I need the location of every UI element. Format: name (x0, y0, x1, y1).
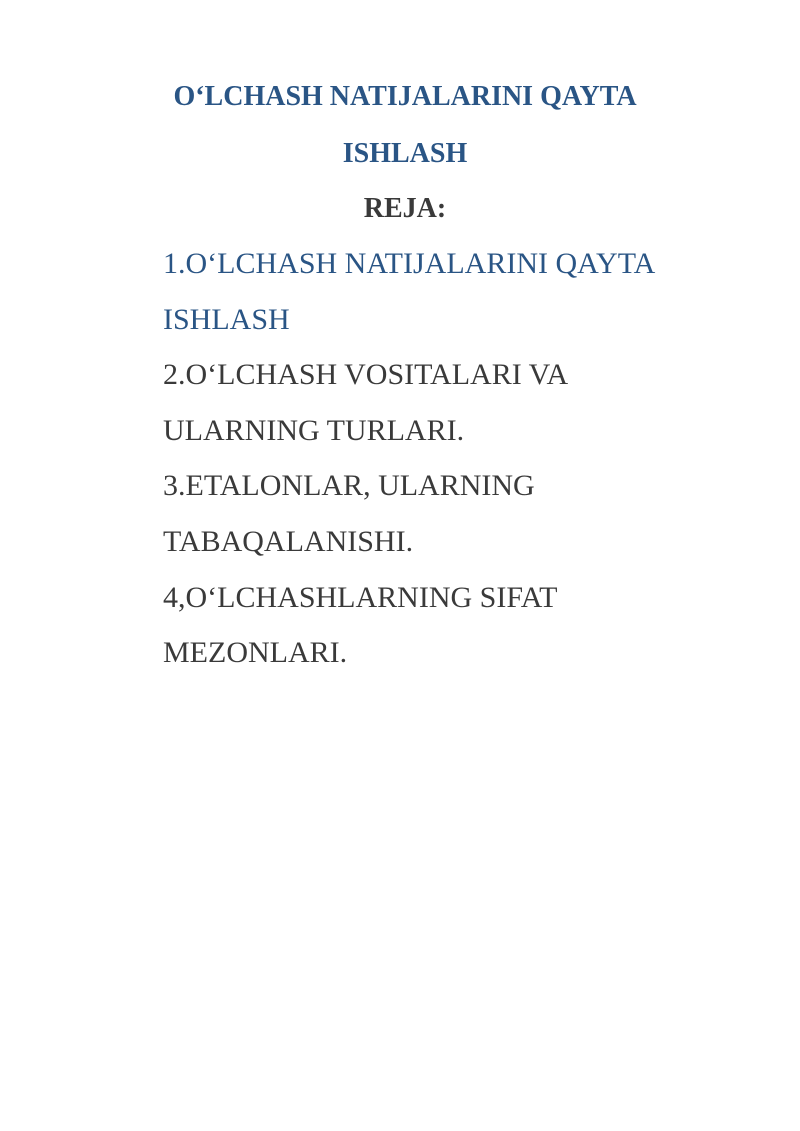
plan-item-1-line-2: ISHLASH (163, 302, 290, 336)
plan-item-4-line-2: MEZONLARI. (163, 636, 348, 670)
plan-item-2-line-2: ULARNING TURLARI. (163, 413, 465, 447)
plan-item-3-line-1: 3.ETALONLAR, ULARNING (163, 469, 535, 503)
document-title-line-1: O‘LCHASH NATIJALARINI QAYTA (173, 81, 637, 112)
plan-item-3-line-2: TABAQALANISHI. (163, 524, 414, 558)
plan-item-2-line-1: 2.O‘LCHASH VOSITALARI VA (163, 358, 569, 392)
plan-list (163, 236, 723, 681)
document-title-line-2: ISHLASH (342, 138, 468, 169)
plan-item-1-line-1: 1.O‘LCHASH NATIJALARINI QAYTA (163, 247, 656, 280)
plan-heading: REJA: (363, 193, 447, 224)
plan-item-4-line-1: 4,O‘LCHASHLARNING SIFAT (163, 580, 558, 614)
